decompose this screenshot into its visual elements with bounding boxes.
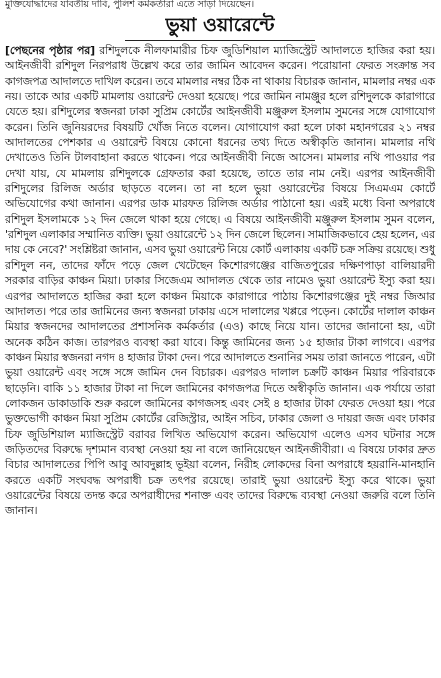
article-body-text: রশিদুলকে নীলফামারীর চিফ জুডিশিয়াল ম্যাজিস্ট্রেট আদালতে হাজির করা হয়। আইনজীবী রশিদুল নিরপরাধ উল্লেখ করে তার জামিন আবেদন করেন। পরোয়ানা ফেরত সংক্রান্ত সব কাগজপত্র আদালতে দাখিল করেন। তবে মামলার নম্বর ঠিক না থাকায় বিচারক জানান, মামলার নম্বর এক নয়। তাকে আর একটি মামলায় ওয়ারেন্ট দেওয়া হয়েছে। পরে জামিন নামঞ্জুর হলে রশিদুলকে কারাগারে যেতে হয়। রশিদুলের স্বজনরা ঢাকা সুপ্রিম কোর্টের আইনজীবী মঞ্জুরুল ইসলাম সুমনের সঙ্গে যোগাযোগ করেন। তিনি জুনিয়রদের বিষয়টি খোঁজ নিতে বলেন। যোগাযোগ করা হলে ঢাকা মহানগরের ২১ নম্বর আদালতের পেশকার এ ওয়ারেন্ট বিষয়ে কোনো ধরনের তথ্য দিতে অস্বীকৃতি জানান। মামলার নথি দেখাতেও তিনি টালবাহানা করতে থাকেন। পরে আইনজীবী নিজে আসেন। মামলার নথি পাওয়ার পর দেখা যায়, যে মামলায় রশিদুলকে গ্রেফতার করা হয়েছে, তাতে তার নাম নেই। এরপর আইনজীবী রশিদুলের রিলিজ অর্ডার ছাড়তে বলেন। তা না হলে ভুয়া ওয়ারেন্টের বিষয়ে সিএমএম কোর্টে অভিযোগের কথা জানান। এরপর ডাক মারফত রিলিজ অর্ডার পাঠানো হয়। এরই মধ্যে বিনা অপরাধে রশিদুল ইসলামকে ১২ দিন জেলে থাকা হয়ে গেছে। এ বিষয়ে আইনজীবী মঞ্জুরুল ইসলাম সুমন বলেন, 'রশিদুল এলাকার সম্মানিত ব্যক্তি। ভুয়া ওয়ারেন্টে ১২ দিন জেলে ছিলেন। সামাজিকভাবে হেয় হলেন, এর দায় কে নেবে?' সংশ্লিষ্টরা জানান, এসব ভুয়া ওয়ারেন্ট নিয়ে কোর্ট এলাকায় একটি চক্র সক্রিয় রয়েছে। শুধু রশিদুল নন, তাদের ফাঁদে পড়ে জেল খেটেছেন কিশোরগঞ্জের বাজিতপুরের দক্ষিণপাড়া বালিয়ারদী সরকার বাড়ির কাঞ্চন মিয়া। ঢাকার সিজেএম আদালত থেকে তার নামেও ভুয়া ওয়ারেন্ট ইস্যু করা হয়। এরপর আদালতে হাজির করা হলে কাঞ্চন মিয়াকে কারাগারে পাঠায় কিশোরগঞ্জের দুই নম্বর জিআর আদালত। পরে তার জামিনের জন্য স্বজনরা ঢাকায় এসে দালালের খপ্পরে পড়েন। কোর্টের দালাল কাঞ্চন মিয়ার স্বজনদের আদালতের প্রশাসনিক কর্মকর্তার (এও) কাছে নিয়ে যান। তাদের জানানো হয়, এটা অনেক কঠিন কাজ। তারপরও ব্যবস্থা করা যাবে। কিন্তু জামিনের জন্য ১৫ হাজার টাকা লাগবে। এরপর কাঞ্চন মিয়ার স্বজনরা নগদ ৪ হাজার টাকা দেন। পরে আদালতে শুনানির সময় তারা জানতে পারেন, এটা ভুয়া ওয়ারেন্ট এবং সঙ্গে সঙ্গে জামিন দেন বিচারক। এরপরও দালাল চক্রটি কাঞ্চন মিয়ার পরিবারকে ছাড়েনি। বাকি ১১ হাজার টাকা না দিলে জামিনের কাগজপত্র দিতে অস্বীকৃতি জানান। এক পর্যায়ে তারা লোকজন ডাকাডাকি শুরু করলে জামিনের কাগজসহ এবং সেই ৪ হাজার টাকা ফেরত দেওয়া হয়। পরে ভুক্তভোগী কাঞ্চন মিয়া সুপ্রিম কোর্টের রেজিস্ট্রার, আইন সচিব, ঢাকার জেলা ও দায়রা জজ এবং ঢাকার চিফ জুডিশিয়াল ম্যাজিস্ট্রেট বরাবর লিখিত অভিযোগ করেন। অভিযোগ এলেও এসব ঘটনার সঙ্গে জড়িতদের বিরুদ্ধে দৃশ্যমান ব্যবস্থা নেওয়া হয় না বলে জানিয়েছেন আইনজীবীরা। এ বিষয়ে ঢাকার দ্রুত বিচার আদালতের পিপি আবু আবদুল্লাহ ভূইয়া বলেন, নিরীহ লোকদের বিনা অপরাধে হয়রানি-মানহানি করতে একটি সংঘবদ্ধ অপরাধী চক্র তৎপর রয়েছে। তারাই ভুয়া ওয়ারেন্ট ইস্যু করে থাকে। ভুয়া ওয়ারেন্টের বিষয়ে তদন্ত করে অপরাধীদের শনাক্ত এবং তাদের বিরুদ্ধে ব্যবস্থা নেওয়া জরুরি বলে তিনি জানান। xyxy=(5,44,435,518)
continuation-marker: [পেছনের পৃষ্ঠার পর] xyxy=(5,44,95,57)
article-body xyxy=(5,43,435,519)
article-headline: ভুয়া ওয়ারেন্টে xyxy=(125,12,315,41)
previous-article-fragment: মুক্তিযোদ্ধাদের যাবতীয় দাবি, পুলিশ কর্মকর্তারা এতে সাড়া দিয়েছেন। xyxy=(5,0,254,10)
